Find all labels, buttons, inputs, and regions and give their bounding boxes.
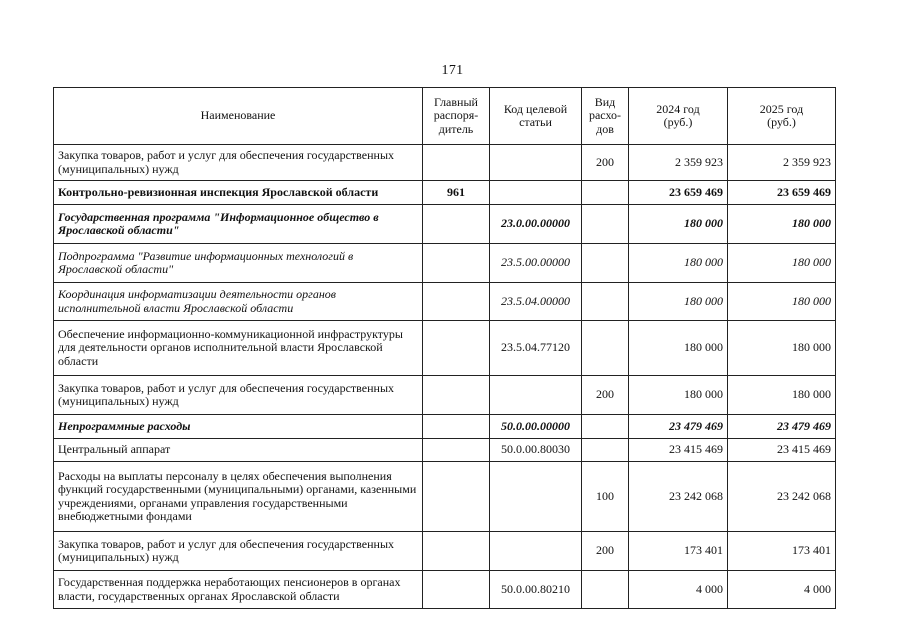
row-2024: 23 242 068 [629, 462, 728, 532]
row-name: Непрограммные расходы [54, 415, 423, 439]
row-2024: 180 000 [629, 321, 728, 376]
row-kind [582, 321, 629, 376]
row-code [490, 532, 582, 571]
row-2025: 180 000 [728, 283, 836, 321]
row-kind: 200 [582, 376, 629, 415]
row-name: Закупка товаров, работ и услуг для обеспечения государственных (муниципальных) нужд [54, 145, 423, 181]
row-admin [423, 283, 490, 321]
row-kind [582, 415, 629, 439]
row-name: Контрольно-ревизионная инспекция Ярославской области [54, 181, 423, 205]
row-2025: 180 000 [728, 376, 836, 415]
table-row [54, 205, 836, 244]
table-row [54, 321, 836, 376]
row-2024: 173 401 [629, 532, 728, 571]
row-admin [423, 145, 490, 181]
row-2024: 23 415 469 [629, 439, 728, 462]
row-kind [582, 244, 629, 283]
row-2025: 2 359 923 [728, 145, 836, 181]
row-name: Расходы на выплаты персоналу в целях обеспечения выполнения функций государственными (муниципальными) органами, казенными учреждениями, органами управления государственными внебюджетными фондами [54, 462, 423, 532]
row-admin [423, 244, 490, 283]
header-kind: Вид расхо- дов [582, 88, 629, 145]
row-name: Государственная программа "Информационное общество в Ярославской области" [54, 205, 423, 244]
header-admin: Главный распоря- дитель [423, 88, 490, 145]
row-code: 23.5.00.00000 [490, 244, 582, 283]
row-2024: 180 000 [629, 205, 728, 244]
row-admin [423, 439, 490, 462]
row-2024: 4 000 [629, 571, 728, 609]
row-2025: 180 000 [728, 205, 836, 244]
row-admin [423, 205, 490, 244]
row-2024: 180 000 [629, 244, 728, 283]
row-admin: 961 [423, 181, 490, 205]
row-2024: 180 000 [629, 283, 728, 321]
table-row [54, 181, 836, 205]
row-2025: 4 000 [728, 571, 836, 609]
row-code: 50.0.00.80210 [490, 571, 582, 609]
row-admin [423, 462, 490, 532]
row-name: Координация информатизации деятельности органов исполнительной власти Ярославской области [54, 283, 423, 321]
row-admin [423, 571, 490, 609]
header-2024: 2024 год (руб.) [629, 88, 728, 145]
row-2025: 173 401 [728, 532, 836, 571]
table-row [54, 145, 836, 181]
row-name: Подпрограмма "Развитие информационных технологий в Ярославской области" [54, 244, 423, 283]
table-row [54, 244, 836, 283]
row-code: 23.0.00.00000 [490, 205, 582, 244]
row-2025: 180 000 [728, 244, 836, 283]
row-kind [582, 439, 629, 462]
row-code: 23.5.04.00000 [490, 283, 582, 321]
row-code [490, 462, 582, 532]
row-kind: 200 [582, 145, 629, 181]
table-row [54, 415, 836, 439]
budget-table [53, 87, 836, 609]
page-number: 171 [441, 63, 464, 78]
row-name: Обеспечение информационно-коммуникационной инфраструктуры для деятельности органов исполнительной власти Ярославской области [54, 321, 423, 376]
row-admin [423, 376, 490, 415]
header-name: Наименование [54, 88, 423, 145]
row-2025: 180 000 [728, 321, 836, 376]
table-row [54, 532, 836, 571]
row-code [490, 376, 582, 415]
table-row [54, 439, 836, 462]
header-code: Код целевой статьи [490, 88, 582, 145]
row-2025: 23 659 469 [728, 181, 836, 205]
row-kind: 100 [582, 462, 629, 532]
table-row [54, 571, 836, 609]
row-2025: 23 242 068 [728, 462, 836, 532]
row-2024: 23 659 469 [629, 181, 728, 205]
row-code: 50.0.00.00000 [490, 415, 582, 439]
row-name: Центральный аппарат [54, 439, 423, 462]
table-row [54, 283, 836, 321]
row-2024: 180 000 [629, 376, 728, 415]
row-admin [423, 321, 490, 376]
table-row [54, 462, 836, 532]
row-2025: 23 415 469 [728, 439, 836, 462]
row-kind [582, 571, 629, 609]
row-code [490, 145, 582, 181]
header-2025: 2025 год (руб.) [728, 88, 836, 145]
row-2025: 23 479 469 [728, 415, 836, 439]
table-row [54, 376, 836, 415]
row-admin [423, 532, 490, 571]
row-2024: 23 479 469 [629, 415, 728, 439]
row-name: Государственная поддержка неработающих пенсионеров в органах власти, государственных органах Ярославской области [54, 571, 423, 609]
row-2024: 2 359 923 [629, 145, 728, 181]
row-name: Закупка товаров, работ и услуг для обеспечения государственных (муниципальных) нужд [54, 532, 423, 571]
row-admin [423, 415, 490, 439]
row-kind: 200 [582, 532, 629, 571]
row-kind [582, 205, 629, 244]
row-code: 50.0.00.80030 [490, 439, 582, 462]
row-kind [582, 283, 629, 321]
table-header-row [54, 88, 836, 145]
row-kind [582, 181, 629, 205]
row-name: Закупка товаров, работ и услуг для обеспечения государственных (муниципальных) нужд [54, 376, 423, 415]
row-code [490, 181, 582, 205]
row-code: 23.5.04.77120 [490, 321, 582, 376]
